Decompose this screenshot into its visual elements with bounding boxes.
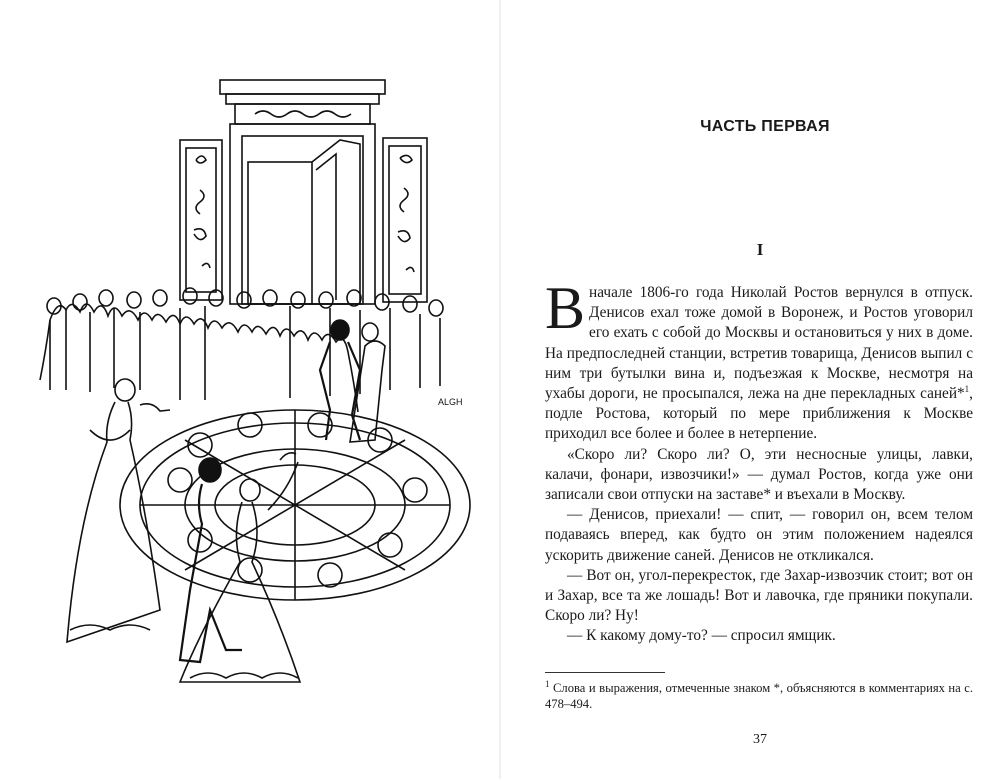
footnote-ref[interactable]: 1	[964, 383, 970, 394]
paragraph-2: «Скоро ли? Скоро ли? О, эти несносные улицы, лавки, калачи, фонари, извозчики!» — думал Ростов, когда уже они записали свои отпуски на заставе* и въехали в Москву.	[545, 445, 973, 504]
footnote-text: Слова и выражения, отмеченные знаком *, объясняются в комментариях на с. 478–494.	[545, 681, 974, 711]
paragraph-5: — К какому дому-то? — спросил ямщик.	[567, 627, 836, 645]
dropcap-letter: В	[545, 275, 586, 341]
paragraph-1-text-tail: , подле Ростова, который по мере приближения к Москве приходил все более и более в нетерпение.	[545, 385, 973, 443]
page-number: 37	[753, 732, 767, 747]
paragraph-1	[545, 275, 973, 445]
footnote-divider	[545, 672, 665, 673]
chapter-text	[545, 275, 973, 647]
ballroom-illustration	[30, 70, 480, 690]
svg-text:ALGH: ALGH	[438, 397, 463, 407]
chapter-number: I	[756, 240, 764, 259]
paragraph-4: — Вот он, угол-перекресток, где Захар-извозчик стоит; вот он и Захар, все та же лошадь! Вот и лавочка, где пряники покупали. Скоро ли? Ну!	[545, 566, 973, 625]
paragraph-1-text: начале 1806-го года Николай Ростов вернулся в отпуск. Денисов ехал тоже домой в Воронеж, и Ростов уговорил его ехать с собой до Москвы и остановиться у них в доме. На предпоследней станции, встретив товарища, Денисов выпил с ним три бутылки вина и, подъезжая к Москве, несмотря на ухабы дороги, не просыпался, лежа на дне перекладных саней*	[545, 284, 973, 403]
footnote	[545, 680, 973, 712]
part-title: ЧАСТЬ ПЕРВАЯ	[700, 118, 830, 135]
paragraph-3: — Денисов, приехали! — спит, — говорил он, всем телом подаваясь вперед, как будто он этим положением надеялся ускорить движение саней. Денисов не откликался.	[545, 506, 973, 564]
footnote-marker: 1	[545, 678, 550, 689]
